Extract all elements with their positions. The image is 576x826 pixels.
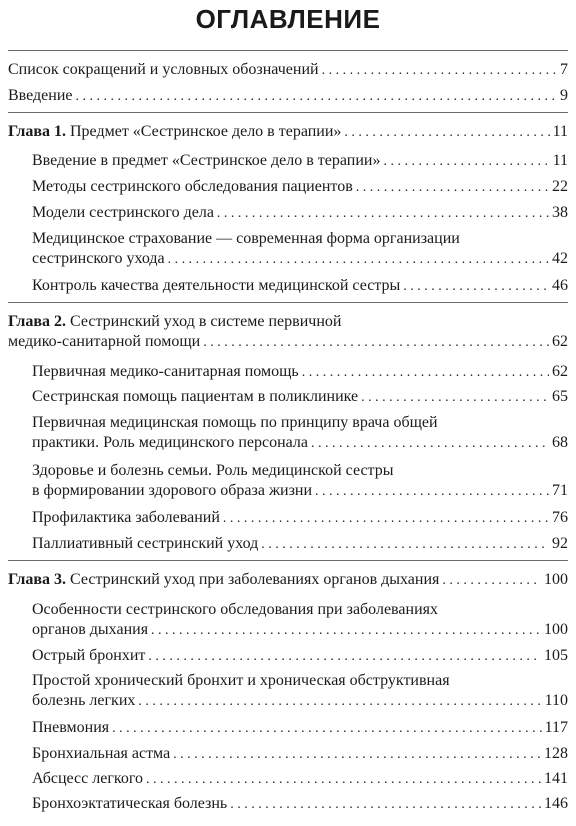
toc-leader <box>223 509 549 529</box>
toc-leader <box>261 535 549 555</box>
toc-entry[interactable] <box>8 86 568 107</box>
toc-entry[interactable] <box>32 646 568 667</box>
toc-page-number: 92 <box>552 535 568 552</box>
toc-entry-text: Сестринский уход при заболеваниях органов дыхания <box>70 571 440 588</box>
toc-leader <box>442 571 541 591</box>
toc-entry[interactable] <box>32 744 568 765</box>
toc-page-number: 38 <box>552 204 568 221</box>
toc-page-number: 100 <box>544 621 568 638</box>
toc-page-number: 46 <box>552 277 568 294</box>
toc-leader <box>361 388 549 408</box>
toc-leader <box>112 719 541 739</box>
toc-page-number: 105 <box>544 647 568 664</box>
toc-entry[interactable] <box>32 387 568 408</box>
toc-leader <box>230 795 541 815</box>
toc-leader <box>302 363 549 383</box>
page-title: ОГЛАВЛЕНИЕ <box>195 4 381 34</box>
toc-page-number: 71 <box>552 482 568 499</box>
toc-entry[interactable] <box>32 413 568 454</box>
toc-entry[interactable] <box>32 534 568 555</box>
toc-entry-text: Бронхоэктатическая болезнь <box>32 795 228 812</box>
toc-leader <box>322 61 557 81</box>
toc-leader <box>344 123 549 143</box>
toc-page-number: 11 <box>552 123 568 140</box>
toc-entry-text: Модели сестринского дела <box>32 204 214 221</box>
toc-entry[interactable] <box>32 276 568 297</box>
toc-entry-text-line2: медико-санитарной помощи <box>8 333 201 350</box>
toc-entry[interactable] <box>32 508 568 529</box>
section-divider <box>8 112 568 113</box>
toc-entry[interactable] <box>32 461 568 502</box>
toc-entry[interactable] <box>32 362 568 383</box>
toc-entry-text: Контроль качества деятельности медицинской сестры <box>32 277 401 294</box>
toc-page-number: 7 <box>560 61 568 78</box>
toc-entry-text-line2: сестринского ухода <box>32 250 165 267</box>
toc-page-number: 22 <box>552 178 568 195</box>
toc-page-number: 42 <box>552 250 568 267</box>
toc-page-number: 100 <box>544 571 568 588</box>
toc-entry-text-line2: болезнь легких <box>32 692 136 709</box>
toc-entry-text: Абсцесс легкого <box>32 770 144 787</box>
toc-entry-text-line2: органов дыхания <box>32 621 149 638</box>
toc-chapter[interactable] <box>8 312 568 353</box>
chapter-label: Глава 3. <box>8 571 66 588</box>
toc-page-number: 11 <box>552 152 568 169</box>
toc-leader <box>203 333 549 353</box>
toc-entry[interactable] <box>32 769 568 790</box>
toc-entry[interactable] <box>32 151 568 172</box>
toc-page-number: 68 <box>552 434 568 451</box>
toc-leader <box>168 250 549 270</box>
toc-entry[interactable] <box>32 203 568 224</box>
toc-entry-text: Введение в предмет «Сестринское дело в терапии» <box>32 152 381 169</box>
toc-entry-text-line1: Медицинское страхование — современная форма организации <box>32 230 460 247</box>
toc-page-number: 146 <box>544 795 568 812</box>
toc-entry-text: Острый бронхит <box>32 647 146 664</box>
toc-entry-text: Профилактика заболеваний <box>32 509 220 526</box>
toc-entry[interactable] <box>32 177 568 198</box>
toc-entry-text: Введение <box>8 87 73 104</box>
toc-entry-text-line1: Первичная медицинская помощь по принципу врача общей <box>32 414 438 431</box>
toc-page-number: 65 <box>552 388 568 405</box>
toc-leader <box>76 87 558 107</box>
toc-page-number: 9 <box>560 87 568 104</box>
toc-page-number: 141 <box>544 770 568 787</box>
toc-entry-text-line1: Особенности сестринского обследования при заболеваниях <box>32 601 438 618</box>
toc-leader <box>403 277 549 297</box>
toc-page-number: 62 <box>552 363 568 380</box>
toc-leader <box>173 745 541 765</box>
toc-entry-text: Паллиативный сестринский уход <box>32 535 259 552</box>
toc-leader <box>138 692 541 712</box>
toc-leader <box>311 434 549 454</box>
toc-leader <box>146 770 541 790</box>
toc-chapter[interactable] <box>8 122 568 143</box>
toc-leader <box>383 152 549 172</box>
toc-entry[interactable] <box>32 671 568 712</box>
chapter-label: Глава 2. <box>8 313 66 330</box>
toc-leader <box>315 482 549 502</box>
toc-entry-text-line1: Сестринский уход в системе первичной <box>70 313 342 330</box>
title-divider <box>8 50 568 51</box>
toc-leader <box>217 204 549 224</box>
toc-entry[interactable] <box>32 718 568 739</box>
toc-page-number: 128 <box>544 745 568 762</box>
toc-leader <box>356 178 549 198</box>
toc-entry-text: Первичная медико-санитарная помощь <box>32 363 299 380</box>
toc-entry-text-line2: практики. Роль медицинского персонала <box>32 434 308 451</box>
toc-entry[interactable] <box>32 229 568 270</box>
toc-entry[interactable] <box>32 600 568 641</box>
toc-leader <box>151 621 541 641</box>
toc-entry-text: Предмет «Сестринское дело в терапии» <box>70 123 342 140</box>
toc-entry-text-line1: Здоровье и болезнь семьи. Роль медицинской сестры <box>32 462 394 479</box>
toc-entry-text: Пневмония <box>32 719 110 736</box>
toc-entry-text: Методы сестринского обследования пациентов <box>32 178 353 195</box>
section-divider <box>8 560 568 561</box>
toc-entry-text-line2: в формировании здорового образа жизни <box>32 482 313 499</box>
toc-entry-text: Бронхиальная астма <box>32 745 171 762</box>
toc-page-number: 117 <box>544 719 568 736</box>
section-divider <box>8 302 568 303</box>
toc-entry[interactable] <box>8 60 568 81</box>
toc-entry-text: Список сокращений и условных обозначений <box>8 61 319 78</box>
toc-page-number: 62 <box>552 333 568 350</box>
toc-entry-text: Сестринская помощь пациентам в поликлинике <box>32 388 359 405</box>
toc-leader <box>148 647 541 667</box>
toc-page-number: 110 <box>544 692 568 709</box>
toc-chapter[interactable] <box>8 570 568 591</box>
toc-entry-text-line1: Простой хронический бронхит и хроническая обструктивная <box>32 672 450 689</box>
chapter-label: Глава 1. <box>8 123 66 140</box>
toc-page-number: 76 <box>552 509 568 526</box>
toc-entry[interactable] <box>32 794 568 815</box>
